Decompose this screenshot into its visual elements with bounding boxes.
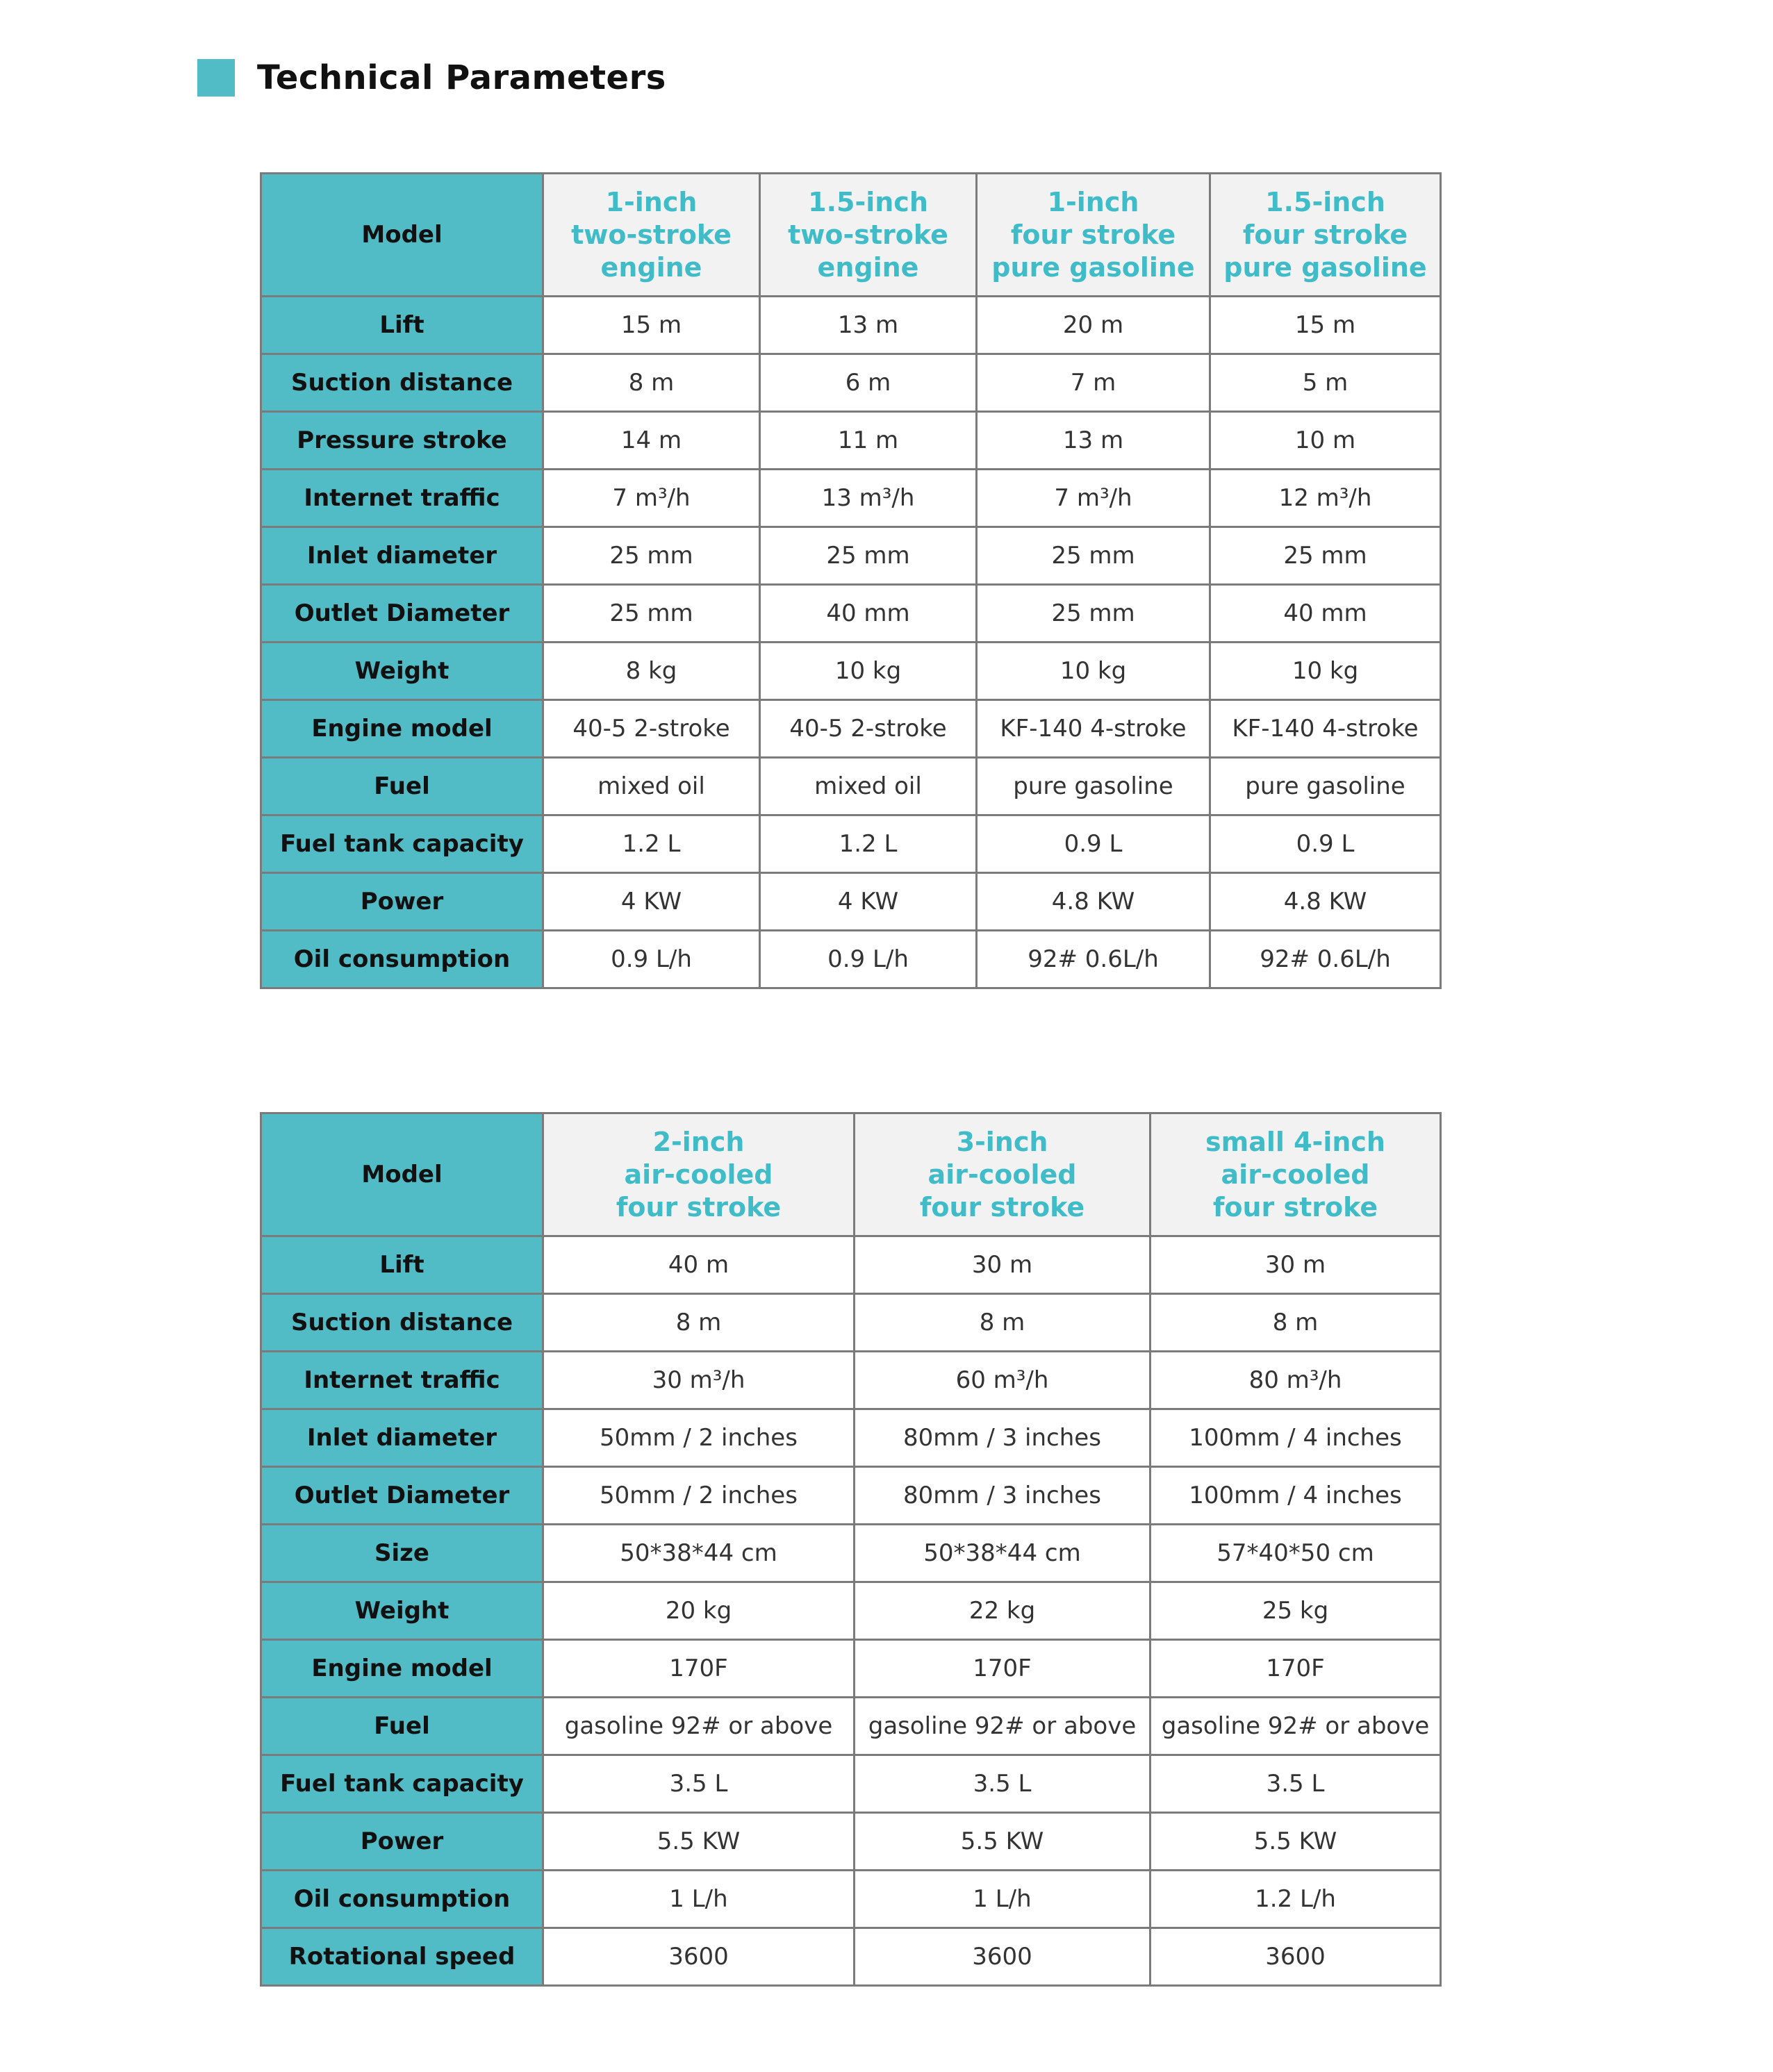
cell-value: 4 KW xyxy=(543,873,760,931)
cell-value: KF-140 4-stroke xyxy=(1210,700,1441,758)
row-label: Fuel tank capacity xyxy=(261,815,543,873)
cell-value: 0.9 L/h xyxy=(543,931,760,988)
row-label: Lift xyxy=(261,1236,543,1294)
cell-value: 4 KW xyxy=(760,873,977,931)
cell-value: 170F xyxy=(855,1640,1151,1698)
cell-value: 11 m xyxy=(760,412,977,470)
cell-value: 25 mm xyxy=(760,527,977,585)
model-name-line: 1-inch xyxy=(605,186,698,217)
table-row-lift xyxy=(261,297,1441,354)
model-column-header xyxy=(760,174,977,297)
cell-value: 25 mm xyxy=(1210,527,1441,585)
cell-value: 25 mm xyxy=(977,585,1210,643)
row-label: Oil consumption xyxy=(261,1871,543,1928)
cell-value: 13 m³/h xyxy=(760,470,977,527)
table-row-weight xyxy=(261,1582,1441,1640)
row-label: Power xyxy=(261,873,543,931)
model-name-line: 2-inch xyxy=(652,1126,745,1157)
cell-value: gasoline 92# or above xyxy=(543,1698,855,1755)
model-name-line: two-stroke xyxy=(788,219,948,250)
model-name-line: air-cooled xyxy=(624,1159,773,1190)
cell-value: 0.9 L xyxy=(1210,815,1441,873)
model-column-header xyxy=(1210,174,1441,297)
cell-value: 10 m xyxy=(1210,412,1441,470)
table-row-outlet-diameter xyxy=(261,1467,1441,1525)
cell-value: 40 mm xyxy=(1210,585,1441,643)
row-label: Engine model xyxy=(261,700,543,758)
table-row-inlet-diameter xyxy=(261,527,1441,585)
heading-marker-square xyxy=(197,59,235,97)
cell-value: 1.2 L xyxy=(543,815,760,873)
cell-value: 10 kg xyxy=(1210,643,1441,700)
cell-value: 40-5 2-stroke xyxy=(760,700,977,758)
model-name-line: four stroke xyxy=(1212,1191,1378,1223)
cell-value: 8 m xyxy=(543,354,760,412)
cell-value: 50mm / 2 inches xyxy=(543,1409,855,1467)
cell-value: 5 m xyxy=(1210,354,1441,412)
model-name-line: two-stroke xyxy=(571,219,732,250)
table-row-rotational-speed xyxy=(261,1928,1441,1986)
row-label: Inlet diameter xyxy=(261,1409,543,1467)
table-row-fuel-tank-capacity xyxy=(261,815,1441,873)
cell-value: 15 m xyxy=(543,297,760,354)
cell-value: gasoline 92# or above xyxy=(1151,1698,1441,1755)
cell-value: 50*38*44 cm xyxy=(855,1525,1151,1582)
cell-value: 13 m xyxy=(760,297,977,354)
cell-value: 60 m³/h xyxy=(855,1352,1151,1409)
cell-value: 5.5 KW xyxy=(543,1813,855,1871)
cell-value: 1 L/h xyxy=(543,1871,855,1928)
cell-value: 5.5 KW xyxy=(1151,1813,1441,1871)
cell-value: 1 L/h xyxy=(855,1871,1151,1928)
cell-value: 92# 0.6L/h xyxy=(977,931,1210,988)
table-row-lift xyxy=(261,1236,1441,1294)
cell-value: 14 m xyxy=(543,412,760,470)
row-label: Weight xyxy=(261,643,543,700)
table-row-suction-distance xyxy=(261,354,1441,412)
cell-value: pure gasoline xyxy=(1210,758,1441,815)
row-label: Lift xyxy=(261,297,543,354)
cell-value: 100mm / 4 inches xyxy=(1151,1467,1441,1525)
row-label: Fuel xyxy=(261,758,543,815)
cell-value: 3600 xyxy=(1151,1928,1441,1986)
row-label: Fuel tank capacity xyxy=(261,1755,543,1813)
model-column-header xyxy=(543,1113,855,1236)
cell-value: mixed oil xyxy=(543,758,760,815)
cell-value: 30 m xyxy=(855,1236,1151,1294)
model-name-line: 1.5-inch xyxy=(808,186,928,217)
cell-value: 0.9 L xyxy=(977,815,1210,873)
cell-value: 170F xyxy=(1151,1640,1441,1698)
model-name-line: air-cooled xyxy=(1221,1159,1370,1190)
cell-value: 15 m xyxy=(1210,297,1441,354)
model-label: Model xyxy=(261,174,543,297)
row-label: Engine model xyxy=(261,1640,543,1698)
model-name-line: engine xyxy=(600,251,702,283)
cell-value: 5.5 KW xyxy=(855,1813,1151,1871)
row-label: Outlet Diameter xyxy=(261,585,543,643)
row-label: Internet traffic xyxy=(261,470,543,527)
cell-value: 30 m³/h xyxy=(543,1352,855,1409)
cell-value: 92# 0.6L/h xyxy=(1210,931,1441,988)
model-name-line: pure gasoline xyxy=(1223,251,1427,283)
cell-value: 0.9 L/h xyxy=(760,931,977,988)
cell-value: 6 m xyxy=(760,354,977,412)
model-column-header xyxy=(855,1113,1151,1236)
cell-value: 3.5 L xyxy=(855,1755,1151,1813)
cell-value: gasoline 92# or above xyxy=(855,1698,1151,1755)
cell-value: 8 m xyxy=(543,1294,855,1352)
cell-value: mixed oil xyxy=(760,758,977,815)
cell-value: 7 m³/h xyxy=(977,470,1210,527)
cell-value: 20 kg xyxy=(543,1582,855,1640)
row-label: Fuel xyxy=(261,1698,543,1755)
header-row xyxy=(261,174,1441,297)
row-label: Inlet diameter xyxy=(261,527,543,585)
header-row xyxy=(261,1113,1441,1236)
table-row-weight xyxy=(261,643,1441,700)
cell-value: 7 m³/h xyxy=(543,470,760,527)
cell-value: 4.8 KW xyxy=(977,873,1210,931)
row-label: Weight xyxy=(261,1582,543,1640)
table-row-oil-consumption xyxy=(261,931,1441,988)
table-row-internet-traffic xyxy=(261,470,1441,527)
spec-table-air-cooled xyxy=(260,1112,1442,1987)
cell-value: 40-5 2-stroke xyxy=(543,700,760,758)
cell-value: 8 m xyxy=(855,1294,1151,1352)
model-column-header xyxy=(977,174,1210,297)
table-row-fuel xyxy=(261,1698,1441,1755)
row-label: Rotational speed xyxy=(261,1928,543,1986)
row-label: Suction distance xyxy=(261,1294,543,1352)
model-name-line: four stroke xyxy=(616,1191,782,1223)
cell-value: 8 kg xyxy=(543,643,760,700)
table-row-engine-model xyxy=(261,700,1441,758)
model-label: Model xyxy=(261,1113,543,1236)
cell-value: 20 m xyxy=(977,297,1210,354)
model-name-line: 1.5-inch xyxy=(1265,186,1385,217)
cell-value: 100mm / 4 inches xyxy=(1151,1409,1441,1467)
cell-value: 25 mm xyxy=(977,527,1210,585)
table-row-engine-model xyxy=(261,1640,1441,1698)
row-label: Outlet Diameter xyxy=(261,1467,543,1525)
cell-value: 10 kg xyxy=(760,643,977,700)
page-title: Technical Parameters xyxy=(257,58,666,97)
cell-value: 40 m xyxy=(543,1236,855,1294)
table-row-power xyxy=(261,873,1441,931)
model-name-line: four stroke xyxy=(1242,219,1408,250)
table-row-power xyxy=(261,1813,1441,1871)
cell-value: 25 mm xyxy=(543,527,760,585)
cell-value: 12 m³/h xyxy=(1210,470,1441,527)
model-name-line: four stroke xyxy=(919,1191,1085,1223)
table-row-outlet-diameter xyxy=(261,585,1441,643)
model-column-header xyxy=(1151,1113,1441,1236)
row-label: Power xyxy=(261,1813,543,1871)
cell-value: 1.2 L xyxy=(760,815,977,873)
table-row-fuel-tank-capacity xyxy=(261,1755,1441,1813)
cell-value: 80 m³/h xyxy=(1151,1352,1441,1409)
cell-value: KF-140 4-stroke xyxy=(977,700,1210,758)
cell-value: 80mm / 3 inches xyxy=(855,1467,1151,1525)
model-name-line: small 4-inch xyxy=(1205,1126,1385,1157)
spec-table-two-and-four-stroke xyxy=(260,172,1442,989)
table-row-pressure-stroke xyxy=(261,412,1441,470)
cell-value: 80mm / 3 inches xyxy=(855,1409,1151,1467)
cell-value: 57*40*50 cm xyxy=(1151,1525,1441,1582)
cell-value: 170F xyxy=(543,1640,855,1698)
cell-value: 13 m xyxy=(977,412,1210,470)
row-label: Size xyxy=(261,1525,543,1582)
model-name-line: pure gasoline xyxy=(991,251,1195,283)
section-heading xyxy=(197,58,666,97)
table-row-size xyxy=(261,1525,1441,1582)
cell-value: 7 m xyxy=(977,354,1210,412)
cell-value: 3.5 L xyxy=(1151,1755,1441,1813)
cell-value: 3600 xyxy=(543,1928,855,1986)
cell-value: 50mm / 2 inches xyxy=(543,1467,855,1525)
model-name-line: engine xyxy=(817,251,919,283)
cell-value: 22 kg xyxy=(855,1582,1151,1640)
row-label: Pressure stroke xyxy=(261,412,543,470)
cell-value: 25 kg xyxy=(1151,1582,1441,1640)
row-label: Internet traffic xyxy=(261,1352,543,1409)
table-row-inlet-diameter xyxy=(261,1409,1441,1467)
table-row-fuel xyxy=(261,758,1441,815)
cell-value: 25 mm xyxy=(543,585,760,643)
cell-value: 8 m xyxy=(1151,1294,1441,1352)
model-name-line: air-cooled xyxy=(927,1159,1077,1190)
cell-value: 50*38*44 cm xyxy=(543,1525,855,1582)
model-name-line: 3-inch xyxy=(956,1126,1048,1157)
table-row-suction-distance xyxy=(261,1294,1441,1352)
cell-value: 3600 xyxy=(855,1928,1151,1986)
table-row-internet-traffic xyxy=(261,1352,1441,1409)
cell-value: 4.8 KW xyxy=(1210,873,1441,931)
cell-value: pure gasoline xyxy=(977,758,1210,815)
table-row-oil-consumption xyxy=(261,1871,1441,1928)
cell-value: 30 m xyxy=(1151,1236,1441,1294)
row-label: Suction distance xyxy=(261,354,543,412)
cell-value: 10 kg xyxy=(977,643,1210,700)
model-name-line: 1-inch xyxy=(1047,186,1139,217)
cell-value: 1.2 L/h xyxy=(1151,1871,1441,1928)
cell-value: 40 mm xyxy=(760,585,977,643)
model-column-header xyxy=(543,174,760,297)
model-name-line: four stroke xyxy=(1010,219,1176,250)
row-label: Oil consumption xyxy=(261,931,543,988)
cell-value: 3.5 L xyxy=(543,1755,855,1813)
